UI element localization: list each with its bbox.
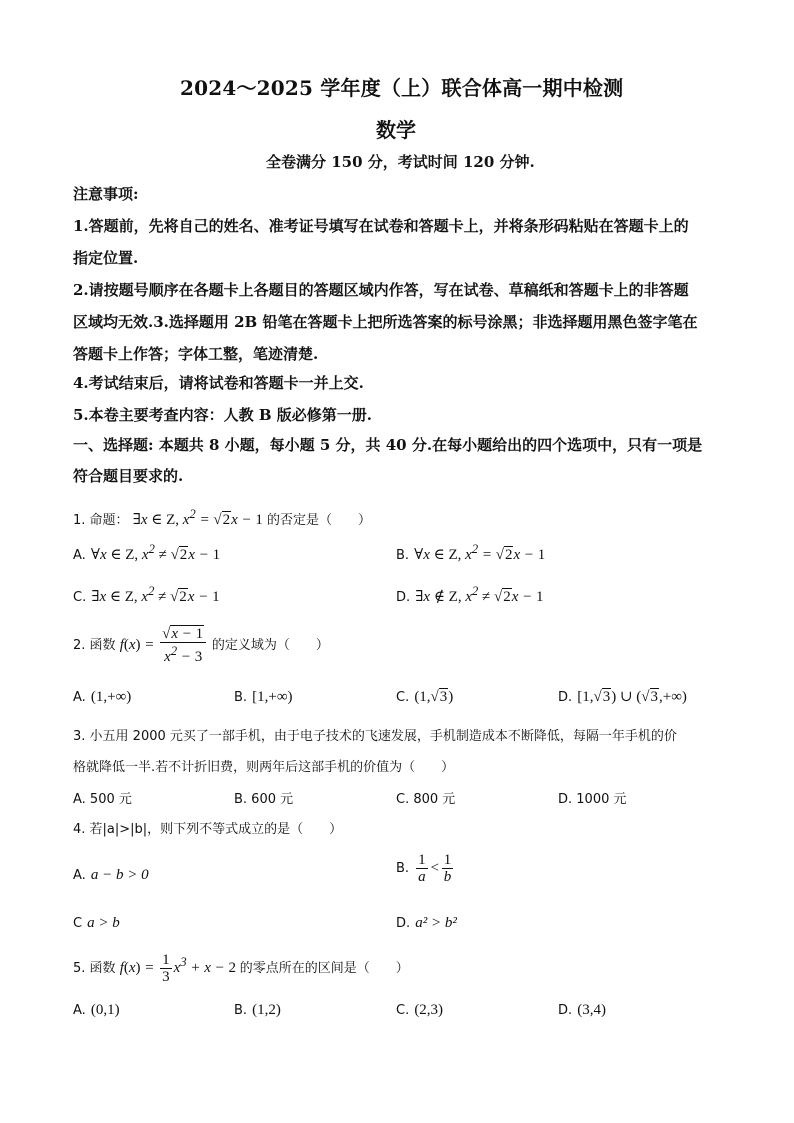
question-5-suffix: 的零点所在的区间是（ ） xyxy=(239,960,409,976)
q1-option-b[interactable]: B. ∀x ∈ Z, $x^2 = √2x - 1$ xyxy=(396,542,546,563)
q4-option-c[interactable]: C a > b xyxy=(73,915,120,931)
question-1-suffix: 的否定是（ ） xyxy=(266,513,371,528)
question-4-stem: 4. 若|a|>|b|，则下列不等式成立的是（ ） xyxy=(73,822,343,837)
section-1-line-2: 符合题目要求的. xyxy=(73,467,184,485)
note-2-line-1: 2.请按题号顺序在各题卡上各题目的答题区域内作答，写在试卷、草稿纸和答题卡上的非答题 xyxy=(73,281,689,299)
question-2-stem xyxy=(73,626,329,665)
question-3-line-1: 3. 小五用 2000 元买了一部手机，由于电子技术的飞速发展，手机制造成本不断降低，每隔一年手机的价 xyxy=(73,729,677,744)
question-1-stem xyxy=(73,507,371,529)
q5-option-a[interactable]: A. (0,1) xyxy=(73,1002,120,1018)
question-3-line-2: 格就降低一半.若不计折旧费，则两年后这部手机的价值为（ ） xyxy=(73,760,455,775)
q1-option-a[interactable]: A. ∀x ∈ Z, $x^2 \ne √2x - 1$ xyxy=(73,542,221,563)
question-2-prefix: 2. 函数 xyxy=(73,637,116,653)
question-1-prefix: 1. 命题： xyxy=(73,513,129,528)
q1-option-d[interactable]: D. ∃x ∉ Z, $x^2 \ne √2x - 1$ xyxy=(396,584,544,605)
q3-option-d[interactable]: D. 1000 元 xyxy=(558,792,627,807)
exam-title: 2024～2025 学年度（上）联合体高一期中检测 xyxy=(180,76,624,100)
q5-option-b[interactable]: B. (1,2) xyxy=(234,1002,281,1018)
q1-option-c[interactable]: C. ∃x ∈ Z, $x^2 \ne √2x - 1$ xyxy=(73,584,220,605)
section-1-line-1: 一、选择题: 本题共 8 小题，每小题 5 分，共 40 分.在每小题给出的四个选项中，只有一项是 xyxy=(73,436,703,454)
q4-option-a[interactable]: A. a − b > 0 xyxy=(73,867,149,883)
q3-option-c[interactable]: C. 800 元 xyxy=(396,792,456,807)
note-1-line-1: 1.答题前，先将自己的姓名、准考证号填写在试卷和答题卡上，并将条形码粘贴在答题卡上的 xyxy=(73,217,689,235)
note-4: 4.考试结束后，请将试卷和答题卡一并上交. xyxy=(73,374,364,392)
question-2-suffix: 的定义域为（ ） xyxy=(211,637,329,653)
question-1-proposition: ∃x ∈ Z, $x^2 = √2x - 1$ xyxy=(132,507,263,528)
note-2-line-3: 答题卡上作答；字体工整，笔迹清楚. xyxy=(73,345,319,363)
q2-option-a[interactable]: A. (1,+∞) xyxy=(73,689,132,705)
q2-option-b[interactable]: B. [1,+∞) xyxy=(234,689,293,705)
q2-option-d[interactable]: D. [1,√3) ∪ (√3,+∞) xyxy=(558,689,687,705)
subject-title: 数学 xyxy=(376,118,416,142)
question-2-function: f(x) = $\frac{√x - 1}{x^2 - 3}$ xyxy=(120,637,212,653)
note-1-line-2: 指定位置. xyxy=(73,249,139,267)
question-5-prefix: 5. 函数 xyxy=(73,960,116,976)
q3-option-a[interactable]: A. 500 元 xyxy=(73,792,132,807)
note-2-line-2: 区域均无效.3.选择题用 2B 铅笔在答题卡上把所选答案的标号涂黑；非选择题用黑色签字笔在 xyxy=(73,313,698,331)
q4-option-d[interactable]: D. a² > b² xyxy=(396,915,457,931)
notes-heading: 注意事项: xyxy=(73,185,139,203)
q4-option-b[interactable]: B. $\frac{1}{a}$ < $\frac{1}{b}$ xyxy=(396,852,452,885)
note-5: 5.本卷主要考查内容：人教 B 版必修第一册. xyxy=(73,406,373,424)
question-5-function: f(x) = $\frac{1}{3}$ $x^3 + x - 2$ xyxy=(119,952,236,985)
q2-option-c[interactable]: C. (1,√3) xyxy=(396,689,454,705)
q5-option-d[interactable]: D. (3,4) xyxy=(558,1002,606,1018)
exam-info: 全卷满分 150 分，考试时间 120 分钟. xyxy=(266,153,535,171)
question-5-stem xyxy=(73,952,409,985)
q5-option-c[interactable]: C. (2,3) xyxy=(396,1002,444,1018)
q3-option-b[interactable]: B. 600 元 xyxy=(234,792,294,807)
